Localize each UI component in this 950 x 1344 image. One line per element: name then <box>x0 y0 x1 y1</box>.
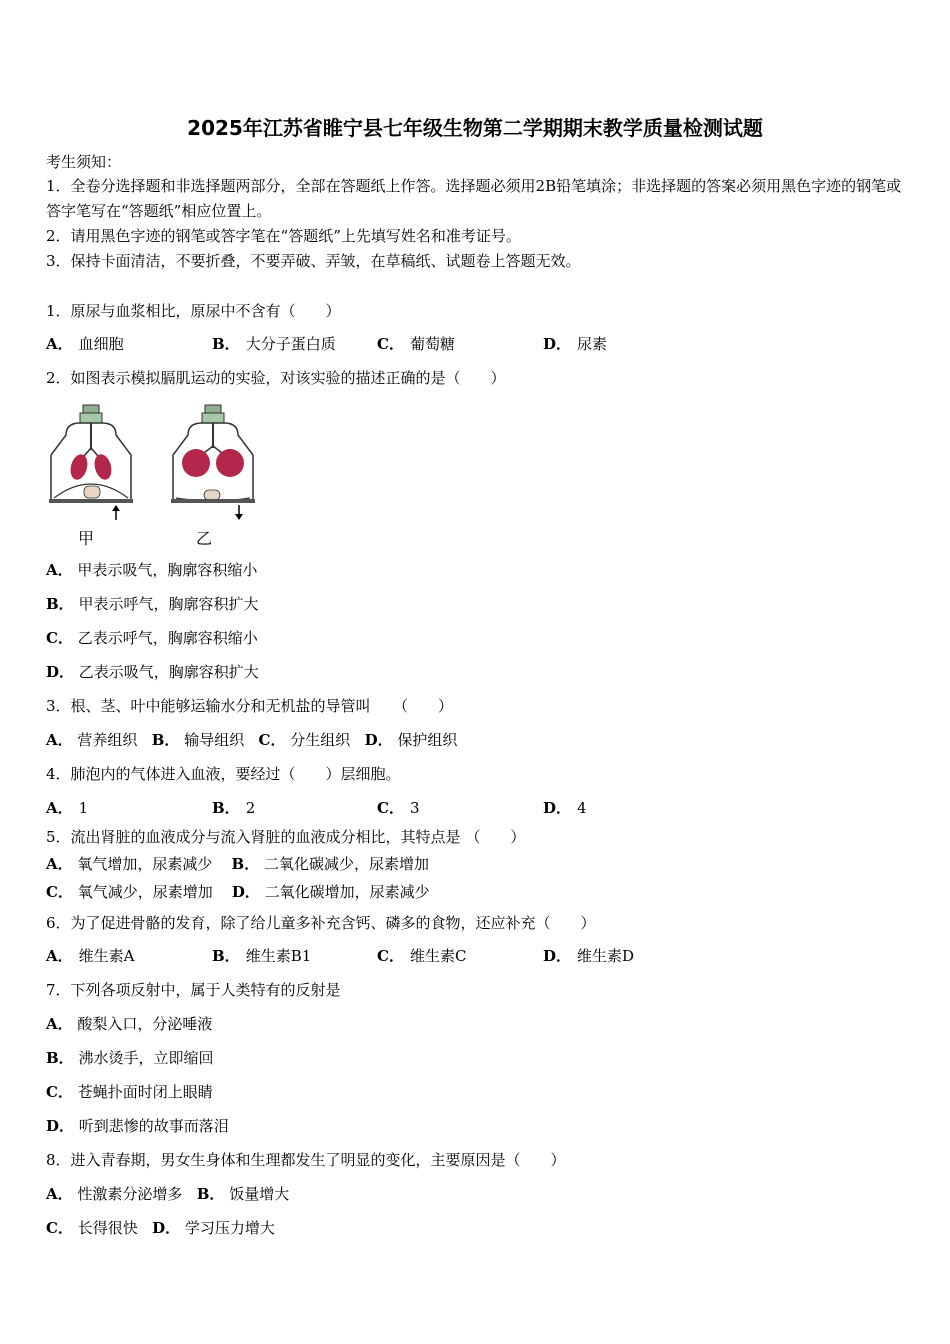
option: 大分子蛋白质 <box>245 335 336 353</box>
question-stem: 6．为了促进骨骼的发育，除了给儿童多补充含钙、磷多的食物，还应补充（ ） <box>46 914 596 932</box>
question-stem: 3．根、茎、叶中能够运输水分和无机盐的导管叫 （ ） <box>46 697 454 715</box>
option: 2 <box>245 799 256 817</box>
option: 维生素A <box>78 947 135 965</box>
question-stem: 2．如图表示模拟膈肌运动的实验，对该实验的描述正确的是（ ） <box>46 369 506 387</box>
options-row: C． 长得很快 D． 学习压力增大 <box>46 1219 275 1237</box>
option: 葡萄糖 <box>409 335 455 353</box>
option: D． 听到悲惨的故事而落泪 <box>46 1117 229 1135</box>
question-stem: 4．肺泡内的气体进入血液，要经过（ ）层细胞。 <box>46 765 401 783</box>
option: 维生素D <box>577 947 635 965</box>
options-row: A． 性激素分泌增多 B． 饭量增大 <box>46 1185 290 1203</box>
question-stem: 7．下列各项反射中，属于人类特有的反射是 <box>46 981 341 999</box>
question-stem: 8．进入青春期，男女生身体和生理都发生了明显的变化，主要原因是（ ） <box>46 1151 566 1169</box>
option: 3 <box>409 799 420 817</box>
option: C． 苍蝇扑面时闭上眼睛 <box>46 1083 213 1101</box>
option: 尿素 <box>577 335 608 353</box>
option: A． 甲表示吸气，胸廓容积缩小 <box>46 561 258 579</box>
notice-heading: 考生须知： <box>46 153 122 171</box>
option: B． 甲表示呼气，胸廓容积扩大 <box>46 595 259 613</box>
question-stem: 1．原尿与血浆相比，原尿中不含有（ ） <box>46 302 341 320</box>
diaphragm-model-figure <box>46 400 266 550</box>
option: 维生素C <box>409 947 467 965</box>
option: 4 <box>577 799 587 817</box>
option: A． 酸梨入口，分泌唾液 <box>46 1015 213 1033</box>
option: 血细胞 <box>78 335 124 353</box>
figure-label-yi: 乙 <box>196 529 213 548</box>
page-title: 2025年江苏省睢宁县七年级生物第二学期期末教学质量检测试题 <box>187 116 763 140</box>
option: 1 <box>78 799 89 817</box>
options-row: A． 营养组织 B． 输导组织 C． 分生组织 D． 保护组织 <box>46 731 458 749</box>
figure-label-jia: 甲 <box>78 529 95 548</box>
option: D． 乙表示吸气，胸廓容积扩大 <box>46 663 259 681</box>
question-stem: 5．流出肾脏的血液成分与流入肾脏的血液成分相比，其特点是 （ ） <box>46 828 526 846</box>
option: 维生素B1 <box>245 947 312 965</box>
notice-item: 3．保持卡面清洁，不要折叠，不要弄破、弄皱，在草稿纸、试题卷上答题无效。 <box>46 252 581 270</box>
options-row: C． 氧气减少，尿素增加 D． 二氧化碳增加，尿素减少 <box>46 883 430 901</box>
bell-jar-yi <box>171 405 255 520</box>
notice-item: 1．全卷分选择题和非选择题两部分，全部在答题纸上作答。选择题必须用2B铅笔填涂；非选择题的答案必须用黑色字迹的钢笔或答字笔写在“答题纸”相应位置上。 <box>46 177 902 220</box>
option: B． 沸水烫手，立即缩回 <box>46 1049 214 1067</box>
notice-item: 2．请用黑色字迹的钢笔或答字笔在“答题纸”上先填写姓名和准考证号。 <box>46 227 521 245</box>
options-row: A． 氧气增加，尿素减少 B． 二氧化碳减少，尿素增加 <box>46 855 429 873</box>
bell-jar-jia <box>49 405 133 520</box>
option: C． 乙表示呼气，胸廓容积缩小 <box>46 629 258 647</box>
